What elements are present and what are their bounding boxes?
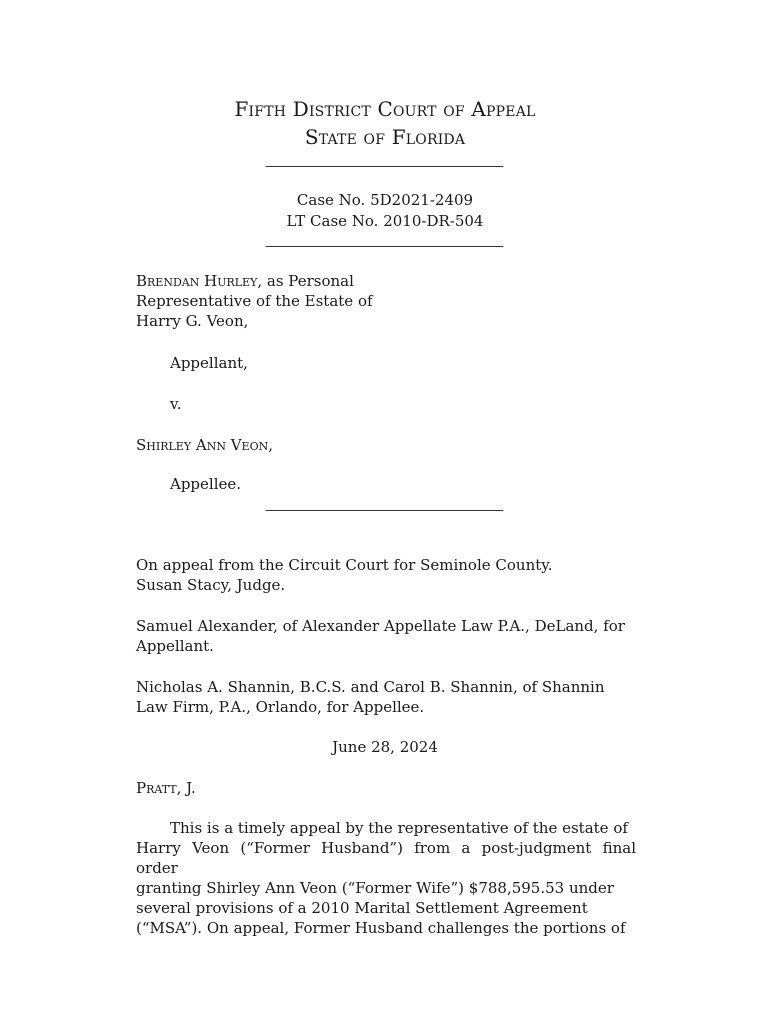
opinion-line: several provisions of a 2010 Marital Settlement Agreement <box>136 899 588 917</box>
opinion-line: (“MSA”). On appeal, Former Husband challenges the portions of <box>136 919 626 937</box>
appellant-caption <box>136 271 636 331</box>
appellee-counsel: Nicholas A. Shannin, B.C.S. and Carol B. Shannin, of Shannin Law Firm, P.A., Orlando, for Appellee. <box>136 678 605 716</box>
court-header <box>0 95 770 151</box>
opinion-line: granting Shirley Ann Veon (“Former Wife”) $788,595.53 under <box>136 879 614 897</box>
appellant-name: Brendan Hurley <box>136 272 258 290</box>
appellee-role: Appellee. <box>170 475 242 493</box>
court-name: Fifth District Court of Appeal <box>234 97 536 121</box>
appellee-name: Shirley Ann Veon <box>136 436 269 454</box>
opinion-line: This is a timely appeal by the representative of the estate of <box>170 819 628 837</box>
lower-tribunal-case-number: LT Case No. 2010-DR-504 <box>286 212 484 230</box>
appellant-description-line: Harry G. Veon, <box>136 312 249 330</box>
court-state: State of Florida <box>304 125 466 149</box>
appellant-description-line: Representative of the Estate of <box>136 292 373 310</box>
case-number: Case No. 5D2021-2409 <box>296 191 474 209</box>
appellant-description: , as Personal <box>257 272 354 290</box>
case-numbers <box>0 190 770 232</box>
appellant-role: Appellant, <box>170 354 248 372</box>
divider-rule <box>266 166 503 167</box>
appeal-origin: On appeal from the Circuit Court for Seminole County. Susan Stacy, Judge. <box>136 556 553 594</box>
opinion-body <box>136 818 636 938</box>
opinion-author: Pratt, J. <box>136 779 196 797</box>
author-name: Pratt <box>136 779 177 797</box>
opinion-line: Harry Veon (“Former Husband”) from a post-judgment final order <box>136 839 636 877</box>
versus: v. <box>170 395 182 413</box>
appellee-caption: Shirley Ann Veon, <box>136 436 273 454</box>
divider-rule <box>266 510 503 511</box>
divider-rule <box>266 246 503 247</box>
appellant-counsel: Samuel Alexander, of Alexander Appellate Law P.A., DeLand, for Appellant. <box>136 617 625 655</box>
decision-date: June 28, 2024 <box>332 738 438 756</box>
